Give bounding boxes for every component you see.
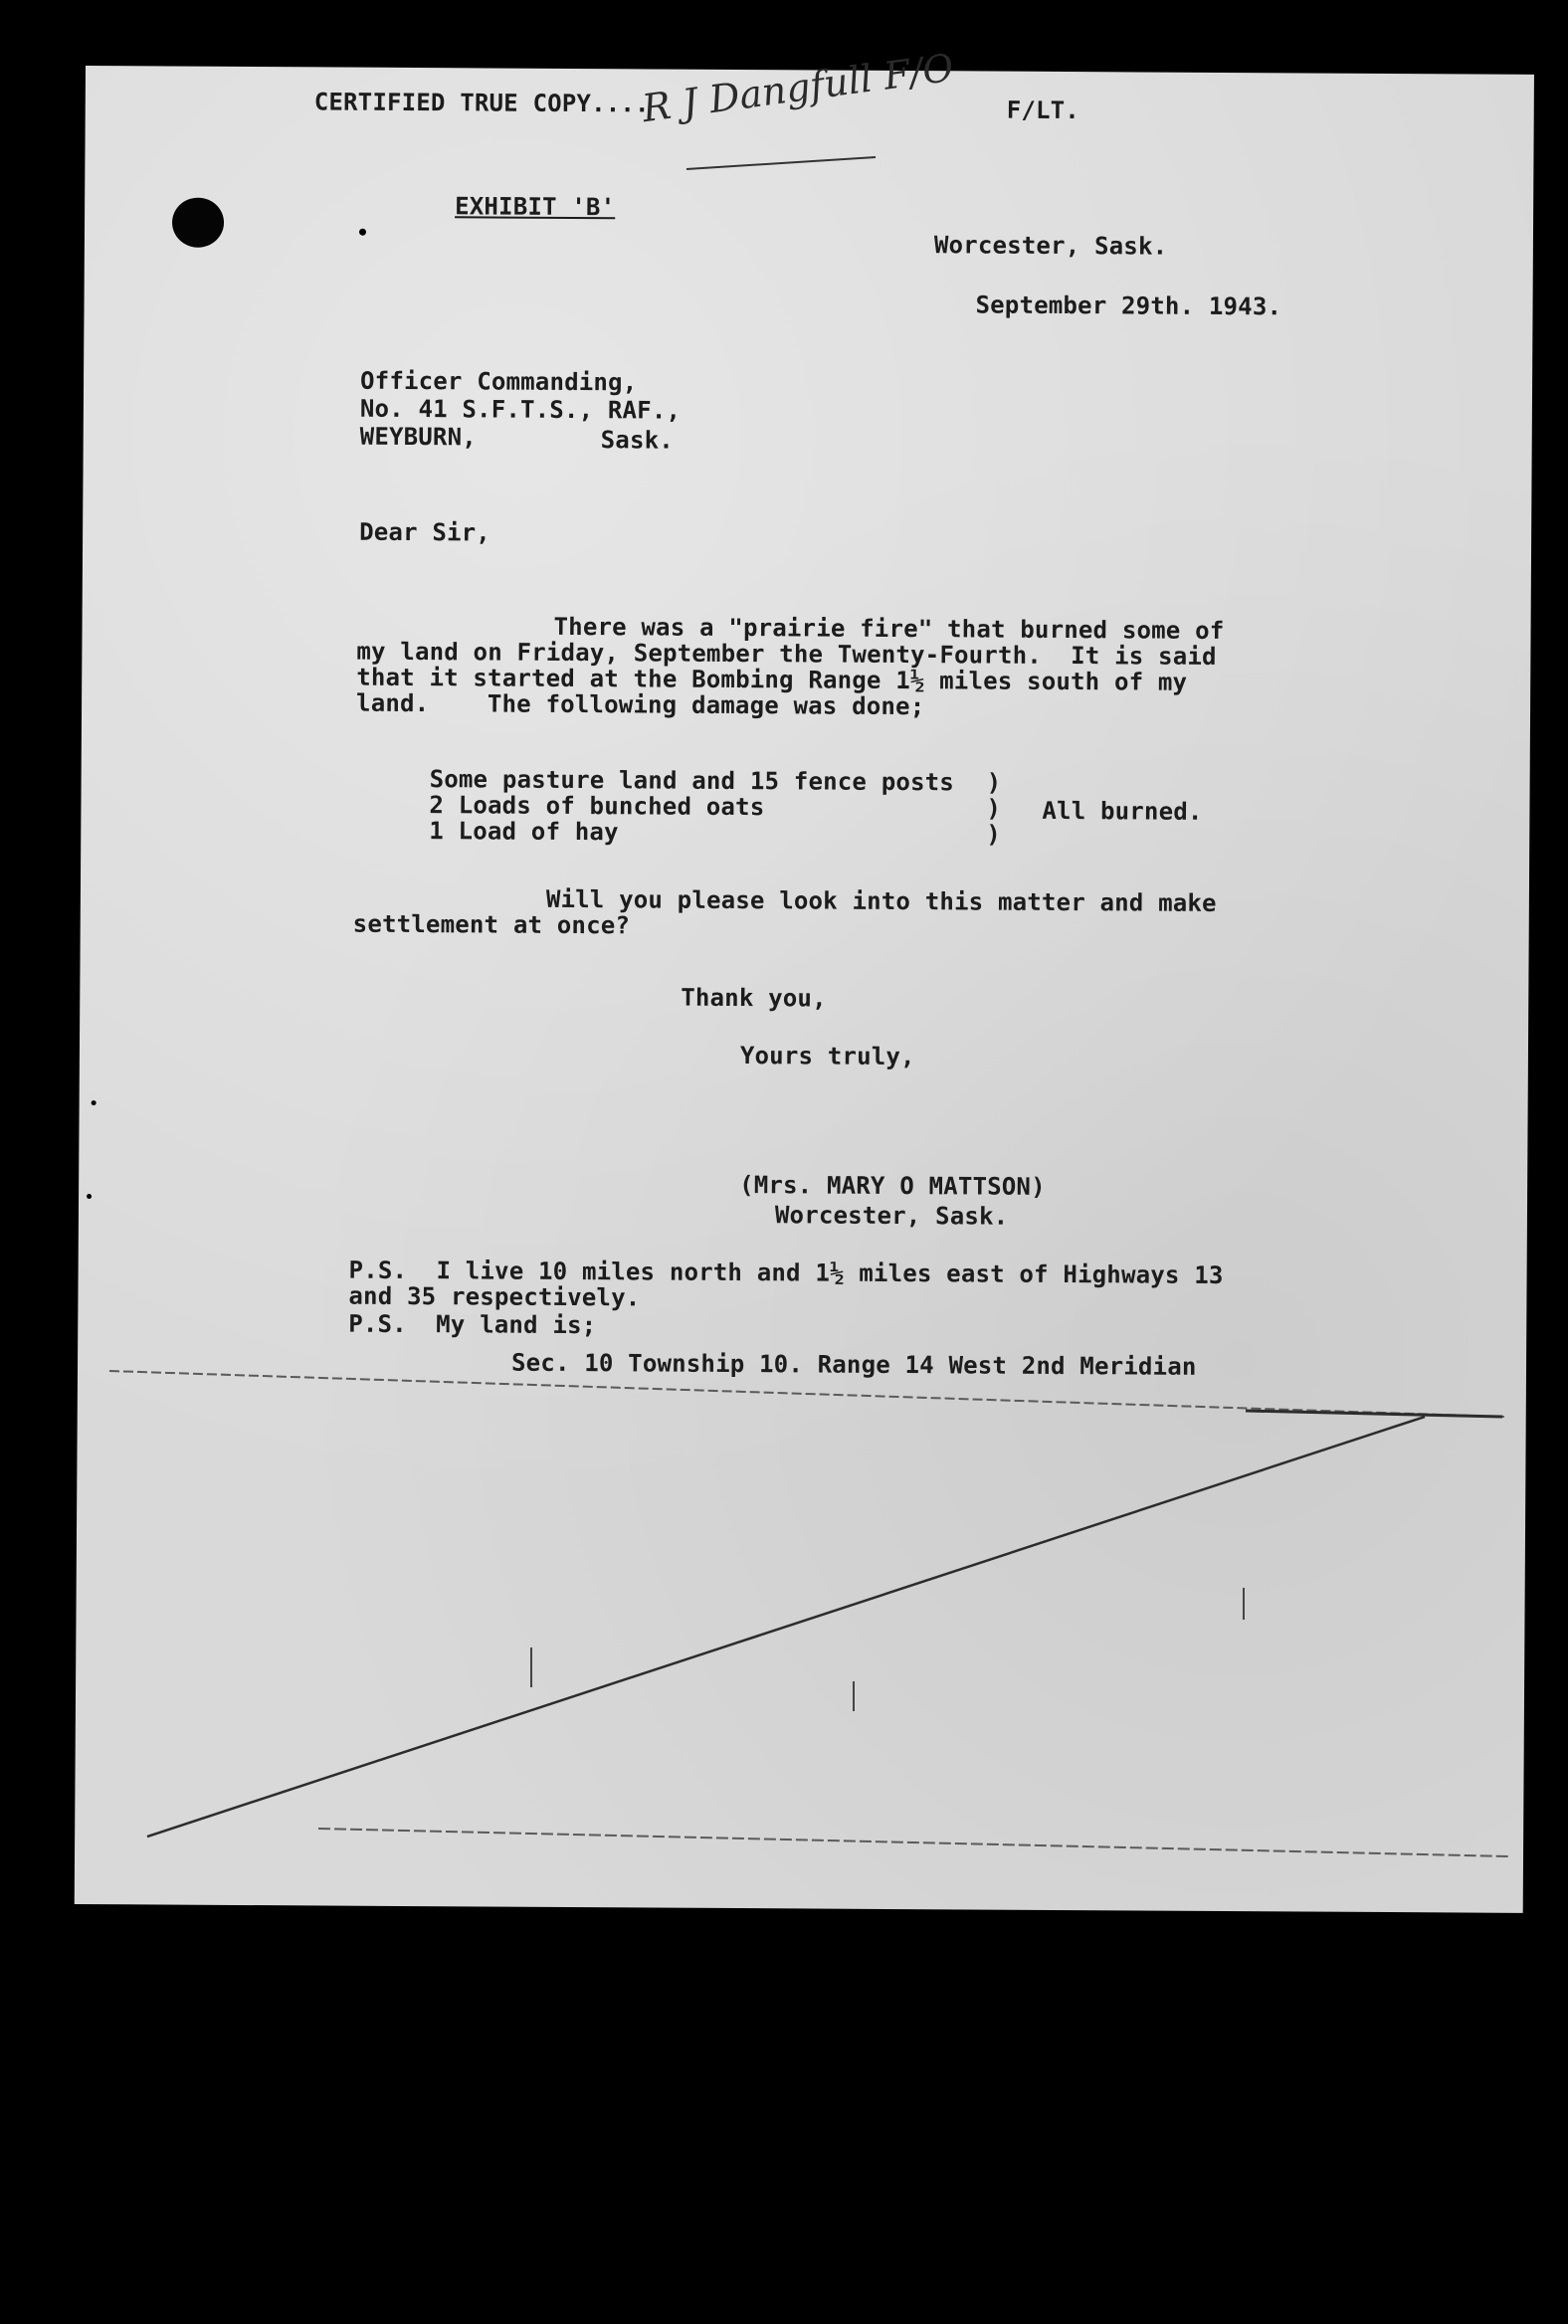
signer-place: Worcester, Sask. xyxy=(774,1201,1009,1231)
damage-note: All burned. xyxy=(1042,796,1203,826)
damage-item: 2 Loads of bunched oats xyxy=(429,791,765,822)
certified-signature: R J Dangfull F/O xyxy=(639,45,957,131)
closing-yours: Yours truly, xyxy=(739,1042,915,1071)
letter-date: September 29th. 1943. xyxy=(975,290,1282,321)
land-description: Sec. 10 Township 10. Range 14 West 2nd Meridian xyxy=(510,1348,1197,1381)
postscript-line: and 35 respectively. xyxy=(348,1281,641,1312)
damage-item: 1 Load of hay xyxy=(429,817,619,847)
signer-name: (Mrs. MARY O MATTSON) xyxy=(739,1171,1046,1201)
body-line: There was a "prairie fire" that burned some of xyxy=(553,612,1225,646)
body-line: land. The following damage was done; xyxy=(356,688,925,721)
certified-label: CERTIFIED TRUE COPY.... xyxy=(313,88,650,118)
body-line: that it started at the Bombing Range 1½ miles south of my xyxy=(356,663,1188,696)
salutation: Dear Sir, xyxy=(359,517,491,547)
recipient-line-1: Officer Commanding, xyxy=(359,366,638,397)
body-line: settlement at once? xyxy=(352,909,631,940)
exhibit-label: EXHIBIT 'B' xyxy=(455,192,616,222)
damage-item: Some pasture land and 15 fence posts xyxy=(429,765,955,797)
postscript-line: P.S. I live 10 miles north and 1½ miles east of Highways 13 xyxy=(348,1256,1224,1290)
recipient-city: WEYBURN, xyxy=(359,422,478,452)
certified-suffix: F/LT. xyxy=(1006,96,1080,125)
damage-bracket: ) xyxy=(986,794,1002,823)
body-line: Will you please look into this matter and make xyxy=(545,884,1217,917)
damage-bracket: ) xyxy=(986,820,1002,849)
recipient-province: Sask. xyxy=(600,426,675,455)
sender-place: Worcester, Sask. xyxy=(933,231,1168,261)
body-line: my land on Friday, September the Twenty-Fourth. It is said xyxy=(356,637,1217,671)
recipient-line-2: No. 41 S.F.T.S., RAF., xyxy=(359,394,682,425)
postscript-label: P.S. My land is; xyxy=(348,1309,597,1340)
closing-thanks: Thank you, xyxy=(681,983,827,1013)
damage-bracket: ) xyxy=(986,768,1002,797)
